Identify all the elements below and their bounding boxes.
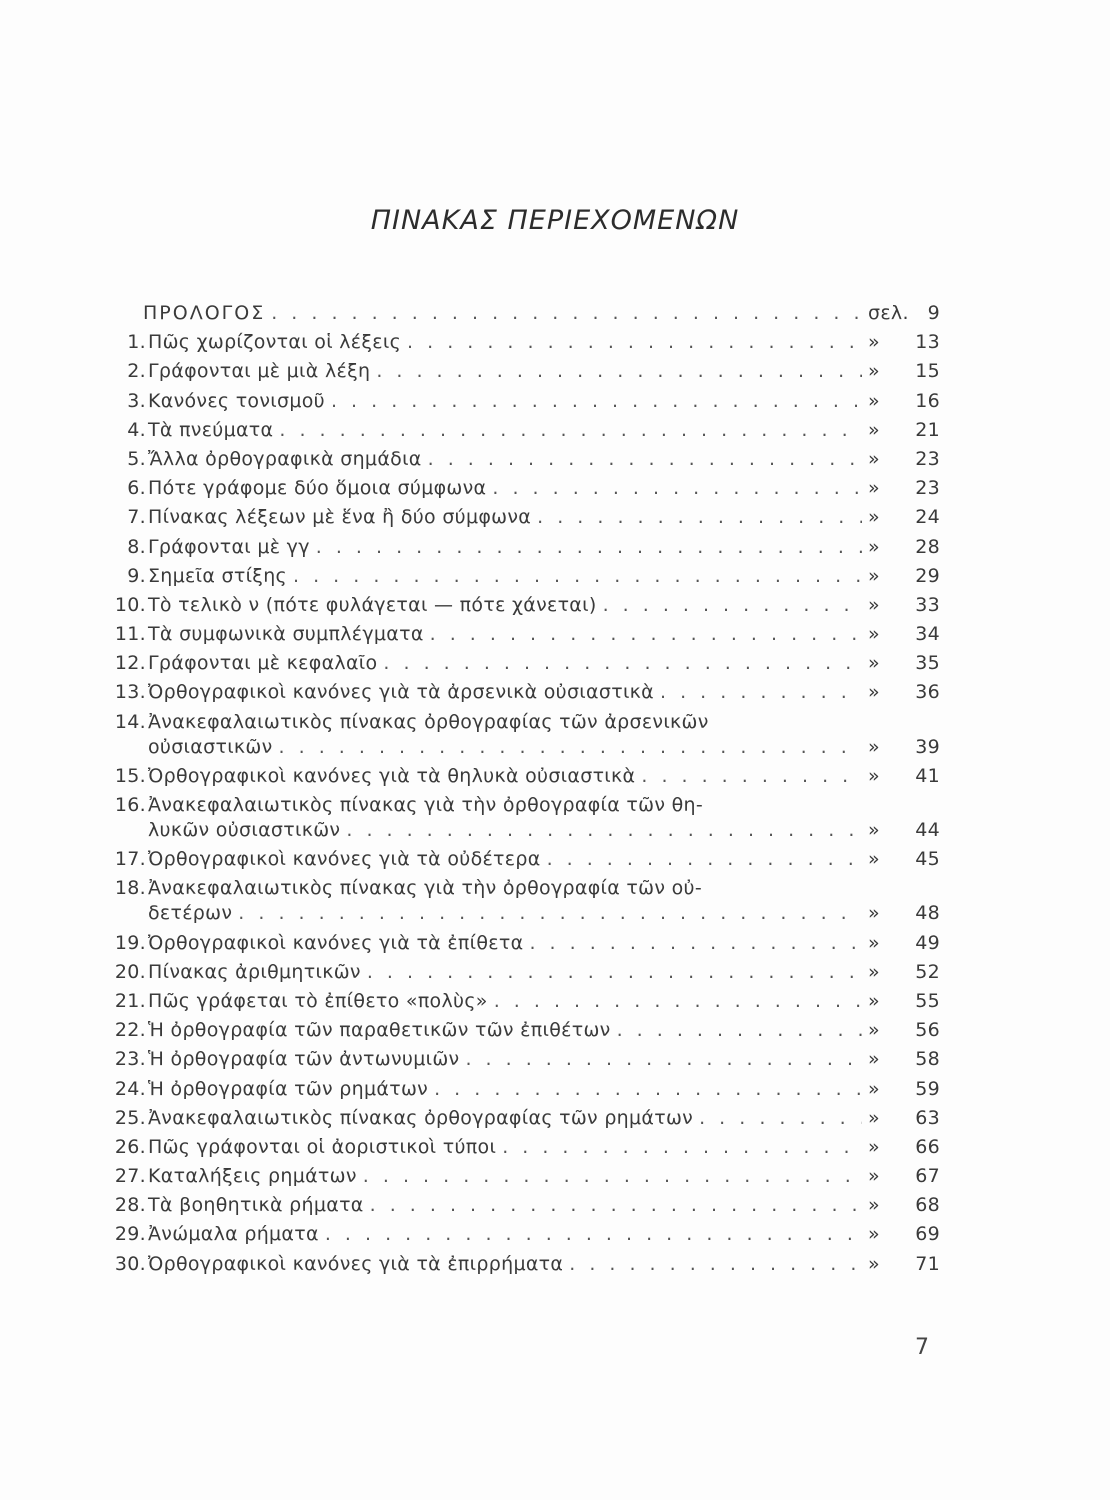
toc-entry [105, 1165, 940, 1194]
entry-page-mark: » [868, 1194, 880, 1217]
entry-number: 15. [114, 764, 146, 787]
leader-dots [547, 848, 862, 870]
entry-number: 20. [114, 960, 146, 983]
entry-number: 23. [114, 1048, 146, 1071]
entry-title: Ἀνακεφαλαιωτικὸς πίνακας ὀρθογραφίας τῶν ρημάτων [148, 1106, 694, 1129]
entry-page: 49 [915, 931, 940, 954]
entry-title: Τὰ βοηθητικὰ ρήματα [148, 1194, 364, 1217]
entry-page: 56 [915, 1019, 940, 1042]
entry-number: 12. [114, 652, 146, 675]
entry-title: Πότε γράφομε δύο ὅμοια σύμφωνα [148, 477, 487, 500]
entry-title-continuation: λυκῶν οὐσιαστικῶν [148, 819, 341, 841]
entry-title: Πίνακας ἀριθμητικῶν [148, 960, 361, 983]
toc-entry [105, 990, 940, 1019]
leader-dots [271, 302, 862, 324]
entry-page: 52 [915, 960, 940, 983]
entry-page: 71 [915, 1252, 940, 1275]
leader-dots [370, 1194, 862, 1216]
entry-number: 3. [127, 389, 146, 412]
entry-title: Γράφονται μὲ κεφαλαῖο [148, 652, 378, 675]
entry-page-mark: » [868, 764, 880, 787]
leader-dots [293, 565, 862, 587]
entry-page: 35 [915, 652, 940, 675]
entry-number: 24. [114, 1077, 146, 1100]
entry-page: 23 [915, 447, 940, 470]
toc-entry [105, 1078, 940, 1107]
entry-page: 41 [915, 764, 940, 787]
entry-page-mark: » [868, 1048, 880, 1071]
entry-page: 23 [915, 477, 940, 500]
entry-number: 26. [114, 1135, 146, 1158]
entry-page: 66 [915, 1135, 940, 1158]
entry-number: 21. [114, 989, 146, 1012]
entry-number: 4. [127, 418, 146, 441]
entry-title: Ἡ ὀρθογραφία τῶν ρημάτων [148, 1077, 429, 1100]
entry-title: ΠΡΟΛΟΓΟΣ [143, 302, 266, 324]
entry-title: Ὀρθογραφικοὶ κανόνες γιὰ τὰ ἀρσενικὰ οὐσιαστικὰ [148, 681, 654, 704]
toc-entry [105, 1019, 940, 1048]
toc-entry [105, 1194, 940, 1223]
entry-page-mark: » [868, 652, 880, 675]
entry-number: 28. [114, 1194, 146, 1217]
entry-page: 13 [915, 331, 940, 354]
entry-title-continuation: οὐσιαστικῶν [148, 735, 273, 758]
entry-page-mark: » [868, 1135, 880, 1158]
entry-title: Ἄλλα ὀρθογραφικὰ σημάδια [148, 447, 422, 470]
entry-number: 17. [114, 848, 146, 871]
leader-dots [569, 1253, 862, 1275]
toc-entry [105, 536, 940, 565]
entry-title: Πῶς γράφονται οἱ ἀοριστικοὶ τύποι [148, 1135, 497, 1158]
entry-title: Ἀνώμαλα ρήματα [148, 1223, 319, 1246]
toc-entry [105, 477, 940, 506]
entry-page-mark: » [868, 1077, 880, 1100]
leader-dots [383, 652, 862, 674]
leader-dots [529, 932, 862, 954]
toc-entry [105, 765, 940, 794]
toc-entry [105, 932, 940, 961]
entry-title: Ἀνακεφαλαιωτικὸς πίνακας ὀρθογραφίας τῶν ἀρσενικῶν [148, 710, 709, 733]
entry-title: Κανόνες τονισμοῦ [148, 389, 325, 412]
entry-page: 45 [915, 848, 940, 871]
entry-page-mark: σελ. [868, 302, 909, 324]
leader-dots [699, 1107, 862, 1129]
entry-page-mark: » [868, 564, 880, 587]
leader-dots [331, 390, 862, 412]
entry-page: 33 [915, 593, 940, 616]
entry-number: 5. [127, 447, 146, 470]
leader-dots [325, 1223, 862, 1245]
toc-entry [105, 961, 940, 990]
toc-entry-continuation [105, 736, 940, 765]
entry-number: 13. [114, 681, 146, 704]
toc-entry [105, 360, 940, 389]
entry-page-mark: » [868, 819, 880, 841]
toc-entry-continuation [105, 819, 940, 848]
toc-entry [105, 506, 940, 535]
entry-title: Καταλήξεις ρημάτων [148, 1165, 357, 1188]
leader-dots [603, 594, 862, 616]
leader-dots [407, 331, 862, 353]
entry-page-mark: » [868, 593, 880, 616]
entry-number: 1. [127, 331, 146, 354]
entry-page-mark: » [868, 389, 880, 412]
entry-number: 29. [114, 1223, 146, 1246]
entry-title: Τὸ τελικὸ ν (πότε φυλάγεται — πότε χάνεται) [148, 593, 597, 616]
toc-entry [105, 1048, 940, 1077]
leader-dots [367, 961, 862, 983]
entry-page-mark: » [868, 1223, 880, 1246]
leader-dots [465, 1048, 862, 1070]
toc-entry [105, 331, 940, 360]
toc-entry [105, 1107, 940, 1136]
entry-page: 44 [915, 819, 940, 841]
entry-page: 58 [915, 1048, 940, 1071]
toc-entry [105, 448, 940, 477]
entry-page-mark: » [868, 623, 880, 646]
entry-page-mark: » [868, 931, 880, 954]
toc-entry [105, 1136, 940, 1165]
leader-dots [502, 1136, 862, 1158]
entry-page: 9 [927, 302, 940, 324]
entry-number: 8. [127, 535, 146, 558]
entry-title-continuation: δετέρων [148, 902, 233, 925]
entry-number: 30. [114, 1252, 146, 1275]
entry-page-mark: » [868, 1165, 880, 1188]
page-number: 7 [915, 1335, 929, 1360]
entry-title: Ἡ ὀρθογραφία τῶν ἀντωνυμιῶν [148, 1048, 460, 1071]
entry-page: 55 [915, 989, 940, 1012]
toc-entry [105, 419, 940, 448]
entry-page-mark: » [868, 1019, 880, 1042]
leader-dots [430, 623, 862, 645]
entry-page-mark: » [868, 535, 880, 558]
leader-dots [346, 819, 862, 841]
leader-dots [279, 419, 862, 441]
entry-page: 24 [915, 506, 940, 529]
entry-title: Τὰ συμφωνικὰ συμπλέγματα [148, 623, 424, 646]
leader-dots [316, 536, 862, 558]
entry-title: Πῶς γράφεται τὸ ἐπίθετο «πολὺς» [148, 989, 488, 1012]
toc-entry [105, 565, 940, 594]
entry-title: Ἀνακεφαλαιωτικὸς πίνακας γιὰ τὴν ὀρθογραφία τῶν οὐ- [148, 877, 703, 900]
entry-page-mark: » [868, 360, 880, 383]
entry-page-mark: » [868, 477, 880, 500]
toc-entry-continuation [105, 902, 940, 931]
entry-page: 67 [915, 1165, 940, 1188]
entry-title: Ὀρθογραφικοὶ κανόνες γιὰ τὰ ἐπίθετα [148, 931, 524, 954]
toc-entry [105, 652, 940, 681]
toc-entry-prologue [105, 302, 940, 331]
leader-dots [641, 765, 862, 787]
entry-page: 69 [915, 1223, 940, 1246]
leader-dots [428, 448, 862, 470]
leader-dots [492, 477, 862, 499]
entry-title: Πίνακας λέξεων μὲ ἕνα ἢ δύο σύμφωνα [148, 506, 532, 529]
toc-entry [105, 1253, 940, 1282]
entry-number: 25. [114, 1106, 146, 1129]
entry-number: 18. [114, 877, 146, 900]
entry-number: 14. [114, 710, 146, 733]
toc-entry [105, 877, 940, 902]
toc-entry [105, 594, 940, 623]
entry-page: 15 [915, 360, 940, 383]
leader-dots [376, 360, 862, 382]
entry-page: 16 [915, 389, 940, 412]
entry-number: 6. [127, 477, 146, 500]
entry-number: 19. [114, 931, 146, 954]
entry-page-mark: » [868, 989, 880, 1012]
entry-title: Γράφονται μὲ μιὰ λέξη [148, 360, 371, 383]
entry-page-mark: » [868, 902, 880, 925]
entry-number: 2. [127, 360, 146, 383]
toc-entry [105, 794, 940, 819]
entry-page: 68 [915, 1194, 940, 1217]
entry-title: Γράφονται μὲ γγ [148, 535, 310, 558]
entry-number: 9. [127, 564, 146, 587]
entry-page-mark: » [868, 848, 880, 871]
entry-page-mark: » [868, 447, 880, 470]
entry-number: 27. [114, 1165, 146, 1188]
toc-entry [105, 623, 940, 652]
entry-title: Ὀρθογραφικοὶ κανόνες γιὰ τὰ ἐπιρρήματα [148, 1252, 564, 1275]
entry-page: 34 [915, 623, 940, 646]
entry-title: Σημεῖα στίξης [148, 564, 287, 587]
leader-dots [363, 1165, 862, 1187]
entry-page: 29 [915, 564, 940, 587]
entry-title: Ἀνακεφαλαιωτικὸς πίνακας γιὰ τὴν ὀρθογραφία τῶν θη- [148, 794, 704, 816]
entry-page: 48 [915, 902, 940, 925]
entry-page: 36 [915, 681, 940, 704]
leader-dots [617, 1019, 862, 1041]
leader-dots [238, 902, 862, 924]
entry-page-mark: » [868, 1106, 880, 1129]
entry-number: 11. [114, 623, 146, 646]
table-of-contents [105, 302, 940, 1282]
entry-number: 7. [127, 506, 146, 529]
entry-title: Τὰ πνεύματα [148, 418, 274, 441]
entry-page-mark: » [868, 960, 880, 983]
toc-entry [105, 1223, 940, 1252]
entry-title: Ὀρθογραφικοὶ κανόνες γιὰ τὰ οὐδέτερα [148, 848, 541, 871]
entry-page: 63 [915, 1106, 940, 1129]
leader-dots [660, 681, 862, 703]
entry-number: 16. [114, 794, 146, 816]
entry-page: 39 [915, 735, 940, 758]
entry-page-mark: » [868, 418, 880, 441]
leader-dots [494, 990, 862, 1012]
leader-dots [279, 736, 862, 758]
entry-page-mark: » [868, 506, 880, 529]
entry-page-mark: » [868, 681, 880, 704]
toc-entry [105, 390, 940, 419]
entry-number: 10. [114, 593, 146, 616]
entry-page: 59 [915, 1077, 940, 1100]
entry-page: 21 [915, 418, 940, 441]
entry-page: 28 [915, 535, 940, 558]
entry-title: Ὀρθογραφικοὶ κανόνες γιὰ τὰ θηλυκὰ οὐσιαστικὰ [148, 764, 636, 787]
entry-page-mark: » [868, 331, 880, 354]
entry-title: Πῶς χωρίζονται οἱ λέξεις [148, 331, 402, 354]
leader-dots [537, 506, 862, 528]
toc-entry [105, 711, 940, 736]
entry-page-mark: » [868, 735, 880, 758]
entry-number: 22. [114, 1019, 146, 1042]
toc-entry [105, 848, 940, 877]
entry-page-mark: » [868, 1252, 880, 1275]
leader-dots [434, 1078, 862, 1100]
toc-entry [105, 681, 940, 710]
page-title: ΠΙΝΑΚΑΣ ΠΕΡΙΕΧΟΜΕΝΩΝ [370, 205, 740, 236]
entry-title: Ἡ ὀρθογραφία τῶν παραθετικῶν τῶν ἐπιθέτων [148, 1019, 611, 1042]
